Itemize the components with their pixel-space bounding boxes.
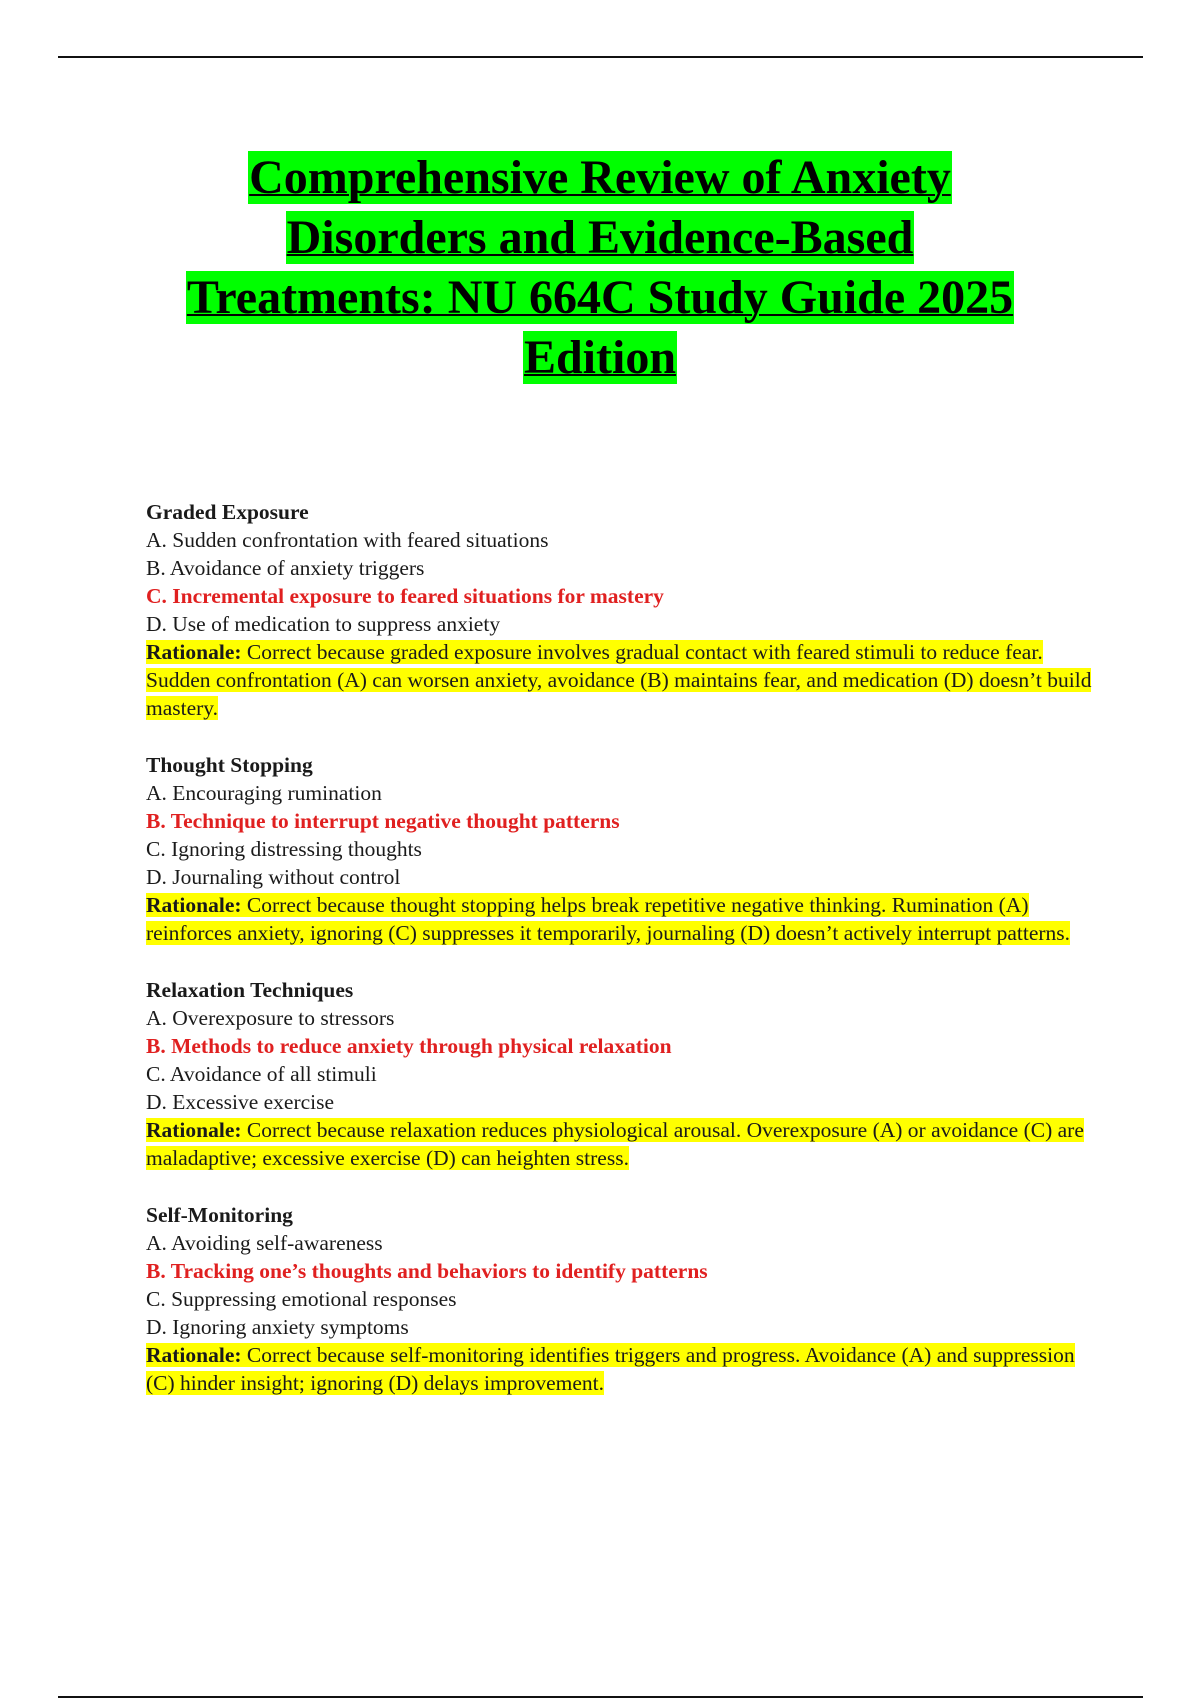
question-block <box>146 751 1106 947</box>
answer-option: B. Avoidance of anxiety triggers <box>146 556 425 580</box>
question-title: Thought Stopping <box>146 753 313 777</box>
question-title: Relaxation Techniques <box>146 978 354 1002</box>
rationale <box>146 893 1070 945</box>
answer-option: D. Ignoring anxiety symptoms <box>146 1315 409 1339</box>
correct-answer-option: B. Tracking one’s thoughts and behaviors to identify patterns <box>146 1259 708 1283</box>
rationale-label: Rationale: <box>146 640 242 664</box>
rationale-text: Correct because thought stopping helps break repetitive negative thinking. Rumination (A) reinforces anxiety, ignoring (C) suppresses it temporarily, journaling (D) doesn’t actively interrupt patterns. <box>146 893 1071 945</box>
question-title: Self-Monitoring <box>146 1203 293 1227</box>
rationale-text: Correct because self-monitoring identifies triggers and progress. Avoidance (A) and suppression (C) hinder insight; ignoring (D) delays improvement. <box>146 1343 1075 1395</box>
rationale-text: Correct because relaxation reduces physiological arousal. Overexposure (A) or avoidance (C) are maladaptive; excessive exercise (D) can heighten stress. <box>146 1118 1084 1170</box>
answer-option: A. Encouraging rumination <box>146 781 382 805</box>
rationale-label: Rationale: <box>146 893 242 917</box>
question-list <box>146 498 1106 1426</box>
title-line: Disorders and Evidence-Based <box>286 211 914 264</box>
bottom-rule <box>58 1696 1143 1698</box>
question-block <box>146 1201 1106 1397</box>
rationale <box>146 1118 1084 1170</box>
top-rule <box>58 56 1143 58</box>
correct-answer-option: B. Methods to reduce anxiety through physical relaxation <box>146 1034 672 1058</box>
title-line: Comprehensive Review of Anxiety <box>249 151 951 204</box>
title-line: Edition <box>523 331 677 384</box>
answer-option: D. Journaling without control <box>146 865 401 889</box>
answer-option: D. Use of medication to suppress anxiety <box>146 612 501 636</box>
rationale-text: Correct because graded exposure involves gradual contact with feared stimuli to reduce fear. Sudden confrontation (A) can worsen anxiety, avoidance (B) maintains fear, and medication (D) doesn’t build mastery. <box>146 640 1092 720</box>
answer-option: A. Sudden confrontation with feared situations <box>146 528 549 552</box>
title-line: Treatments: NU 664C Study Guide 2025 <box>186 271 1014 324</box>
question-title: Graded Exposure <box>146 500 309 524</box>
answer-option: C. Ignoring distressing thoughts <box>146 837 422 861</box>
answer-option: A. Overexposure to stressors <box>146 1006 395 1030</box>
answer-option: A. Avoiding self-awareness <box>146 1231 383 1255</box>
rationale <box>146 640 1091 720</box>
rationale-label: Rationale: <box>146 1343 242 1367</box>
correct-answer-option: B. Technique to interrupt negative thought patterns <box>146 809 620 833</box>
rationale <box>146 1343 1075 1395</box>
question-block <box>146 498 1106 722</box>
answer-option: D. Excessive exercise <box>146 1090 335 1114</box>
question-block <box>146 976 1106 1172</box>
rationale-label: Rationale: <box>146 1118 242 1142</box>
document-title <box>0 148 1200 388</box>
correct-answer-option: C. Incremental exposure to feared situations for mastery <box>146 584 664 608</box>
answer-option: C. Suppressing emotional responses <box>146 1287 457 1311</box>
answer-option: C. Avoidance of all stimuli <box>146 1062 377 1086</box>
